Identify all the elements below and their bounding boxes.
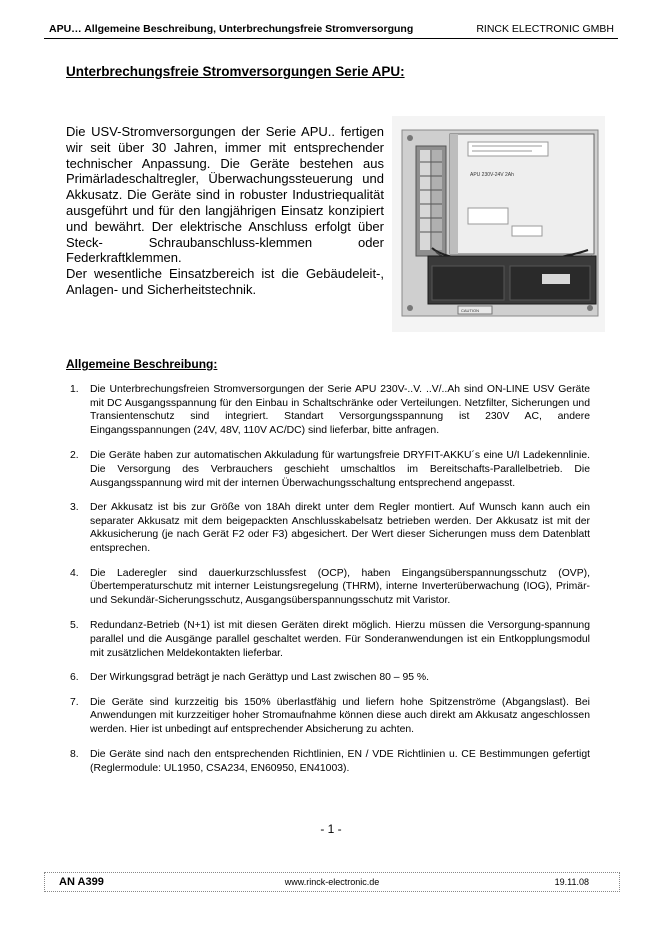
list-item <box>66 619 590 660</box>
page-footer <box>44 872 620 892</box>
item-number: 5. <box>70 620 79 632</box>
product-photo <box>392 116 605 332</box>
item-text: Redundanz-Betrieb (N+1) ist mit diesen Geräten direkt möglich. Hierzu müssen die Versorgung-spannung parallel und die Ausgänge parallel geschaltet werden. Für Sonderanwendungen ist ein Entkopplungsmodul mit zusätzlichen Meldekontakten lieferbar. <box>90 620 590 659</box>
list-item <box>66 696 590 737</box>
item-text: Die Geräte sind kurzzeitig bis 150% überlastfähig und liefern hohe Spitzenströme (Abgangslast). Bei Anwendungen mit kurzzeitiger hoher Stromaufnahme können diese auch direkt am Akkusatz angeschlossen werden. Hier ist unbedingt auf entsprechender Absicherung zu achten. <box>90 696 590 735</box>
module-label: APU 230V-24V 2Ah <box>470 172 514 178</box>
item-text: Der Akkusatz ist bis zur Größe von 18Ah direkt unter dem Regler montiert. Auf Wunsch kann auch ein separater Akkusatz mit dem beigepackten Anschlusskabelsatz betrieben werden. Der Akkusatz ist mit der Akkusicherung (je nach Gerät F2 oder F3) abgesichert. Der Wert dieser Sicherungen muss dem Datenblatt entsprechen. <box>90 502 590 554</box>
list-item <box>66 567 590 608</box>
item-number: 1. <box>70 384 79 395</box>
item-number: 2. <box>70 450 79 462</box>
section-title: Allgemeine Beschreibung: <box>66 357 218 371</box>
item-text: Die Unterbrechungsfreien Stromversorgungen der Serie APU 230V-..V. ..V/..Ah sind ON-LINE USV Geräte mit DC Ausgangsspannung für den Einbau in Schaltschränke oder Verteilungen. Netzfilter, Sicherungen und Transientenschutz sind integriert. Standart Versorgungsspannung ist 230V AC, andere Eingangsspannungen (24V, 48V, 110V AC/DC) sind lieferbar, bitte anfragen. <box>90 384 590 436</box>
page-number: - 1 - <box>320 822 342 836</box>
item-number: 4. <box>70 567 79 579</box>
footer-url[interactable]: www.rinck-electronic.de <box>284 877 380 887</box>
page-header <box>44 22 618 39</box>
description-list <box>66 383 590 776</box>
list-item <box>66 501 590 555</box>
list-item <box>66 449 590 490</box>
intro-paragraph-2: Der wesentliche Einsatzbereich ist die Gebäudeleit-, Anlagen- und Sicherheitstechnik. <box>66 266 384 297</box>
footer-date: 19.11.08 <box>554 877 589 887</box>
list-item <box>66 748 590 775</box>
footer-doc-id: AN A399 <box>59 876 104 888</box>
item-text: Die Geräte sind nach den entsprechenden Richtlinien, EN / VDE Richtlinien u. CE Bestimmungen gefertigt (Reglermodule: UL1950, CSA234, EN60950, EN41003). <box>90 749 590 775</box>
item-number: 7. <box>70 696 79 708</box>
item-number: 6. <box>70 672 79 684</box>
intro-paragraph-1: Die USV-Stromversorgungen der Serie APU.. fertigen wir seit über 30 Jahren, immer mit entsprechender technischer Anpassung. Die Geräte bestehen aus Primärladeschaltregler, Überwachungssteuerung und Akkusatz. Die Geräte sind in robuster Industriequalität ausgeführt und für den langjährigen Einsatz konzipiert und bewährt. Der elektrische Anschluss erfolgt über Steck- Schraubanschluss-klemmen oder Federkraftklemmen. <box>66 124 384 266</box>
list-item <box>66 671 590 685</box>
item-number: 3. <box>70 502 79 514</box>
intro-text <box>66 124 384 298</box>
item-text: Die Geräte haben zur automatischen Akkuladung für wartungsfreie DRYFIT-AKKU´s eine U/I Ladekennlinie. Die Versorgung des Verbrauchers geschieht umschaltlos im Bereitschafts-Parallelbetrieb. Die Ausgangsspannung wird mit der internen Überwachungsschaltung entsprechend angepasst. <box>90 450 590 489</box>
header-company: RINCK ELECTRONIC GMBH <box>476 23 614 35</box>
battery-label: CAUTION <box>461 308 479 313</box>
item-text: Die Laderegler sind dauerkurzschlussfest (OCP), haben Eingangsüberspannungsschutz (OVP), Übertemperaturschutz mit interner Leistungsregelung (THRM), interne Inverterüberwachung (IOG), Primär- und Sekundär-Sicherungsschutz, Ausgangsüberspannungsschutz mit Varistor. <box>90 567 590 606</box>
item-text: Der Wirkungsgrad beträgt je nach Gerättyp und Last zwischen 80 – 95 %. <box>90 672 430 684</box>
item-number: 8. <box>70 749 79 761</box>
list-item <box>66 383 590 437</box>
page-title: Unterbrechungsfreie Stromversorgungen Serie APU: <box>66 64 405 79</box>
header-title: APU… Allgemeine Beschreibung, Unterbrechungsfreie Stromversorgung <box>49 23 414 35</box>
